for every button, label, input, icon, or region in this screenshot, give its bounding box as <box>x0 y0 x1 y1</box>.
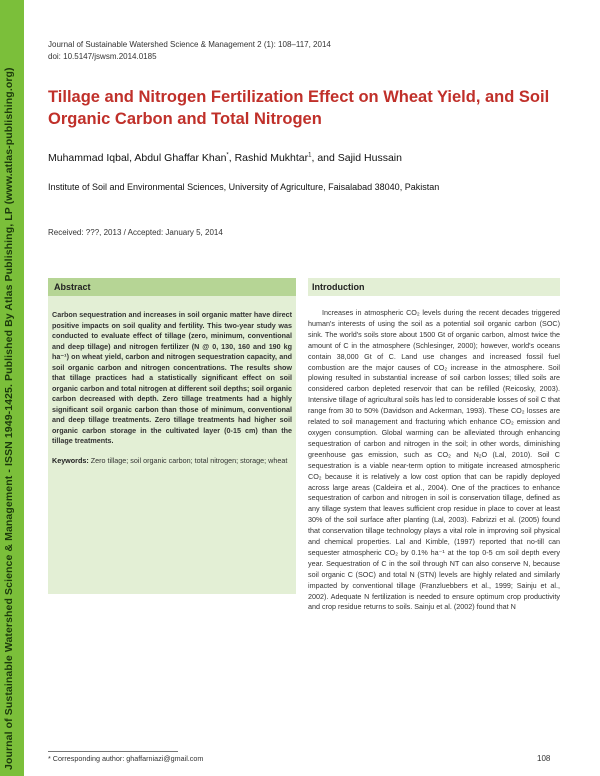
affiliation: Institute of Soil and Environmental Sciences, University of Agriculture, Faisalabad 38040, Pakistan <box>48 182 440 192</box>
author-mark-2: 1 <box>308 152 312 159</box>
keywords-text: Zero tillage; soil organic carbon; total nitrogen; storage; wheat <box>88 456 288 465</box>
journal-citation: Journal of Sustainable Watershed Science & Management 2 (1): 108–117, 2014 <box>48 40 331 49</box>
footnote-divider <box>48 751 178 752</box>
author-group-2: , Rashid Mukhtar <box>228 152 309 164</box>
keywords-label: Keywords: <box>52 456 89 465</box>
abstract-box <box>48 278 296 594</box>
keywords <box>52 456 292 467</box>
paper-title: Tillage and Nitrogen Fertilization Effect on Wheat Yield, and Soil Organic Carbon and Total Nitrogen <box>48 88 550 128</box>
abstract-heading: Abstract <box>48 278 296 296</box>
author-group-1: Muhammad Iqbal, Abdul Ghaffar Khan <box>48 152 227 164</box>
author-list <box>48 152 402 164</box>
doi-line: doi: 10.5147/jswsm.2014.0185 <box>48 52 157 61</box>
corresponding-author-footnote: * Corresponding author: ghaffarniazi@gmail.com <box>48 754 204 763</box>
journal-sidebar <box>0 0 24 776</box>
abstract-body: Carbon sequestration and increases in soil organic matter have direct positive impacts on soil quality and fertility. This two-year study was conducted to evaluate effect of tillage (zero, minimum, conventional and deep tillage) and nitrogen fertilizer (N @ 0, 130, 160 and 190 kg ha⁻¹) on wheat yield, carbon and nitrogen sequestration capacity, and soil organic carbon and nitrogen concentrations. The results show that tillage practices had a statistically significant effect on soil organic carbon and total nitrogen at different soil depths; soil organic carbon decreased with depth. Zero tillage treatments had a highly significant soil organic carbon than those of minimum, conventional and deep tillage treatments. Zero tillage treatments had higher soil organic carbon storage in the cultivated layer (0-15 cm) than the tillage treatments. <box>52 310 292 445</box>
received-dates: Received: ???, 2013 / Accepted: January 5, 2014 <box>48 228 223 237</box>
page-number: 108 <box>537 754 551 763</box>
author-mark-1: * <box>226 152 229 159</box>
author-group-3: , and Sajid Hussain <box>311 152 402 164</box>
sidebar-journal-text: Journal of Sustainable Watershed Science & Management - ISSN 1949-1425. Published By Atlas Publishing, LP (www.atlas-publishing.org) <box>3 67 15 770</box>
introduction-heading: Introduction <box>308 278 560 296</box>
introduction-body: Increases in atmospheric CO₂ levels during the recent decades triggered human's interests of using the soil as a potential soil organic carbon (SOC) sink. The world's soils store about 1500 Gt of organic carbon, almost twice the amount of C in the atmosphere (Schlesinger, 2000); however, world's oceans contain 38,000 Gt of C. Land use changes and increased fossil fuel combustion are the major causes of CO₂ increase in the atmosphere. Soil plowing resulted in substantial increase of soil carbon losses; tilled soils are considered carbon depleted reservoir that can be refilled (Reicosky, 2003). Intensive tillage of agricultural soils has led to considerable losses of soil C that range from 30 to 50% (Davidson and Ackerman, 1993). These CO₂ losses are related to soil management and fracturing which enhance CO₂ emission and oxygen consumption. Global warming can be alleviated through enhancing sequestration of carbon and nitrogen in the soil; in other words, diminishing greenhouse gas emission, such as CO₂ and N₂O (Lal, 2010). Soil C sequestration is a viable near-term option to mitigate increased atmospheric CO₂ because it is relatively a low cost option that can be rapidly deployed across large areas (Caldeira et al., 2004). One of the practices to enhance sequestration of carbon and nitrogen in soil is conservation tillage, defined as any tillage system that leaves sufficient crop residue in place to cover at least 30% of the soil surface after planting (Lal, 2003). Fabrizzi et al. (2005) found that conservation tillage technology plays a vital role in improving soil physical and chemical properties. Lal and Kimble, (1997) reported that no-till can sequester atmospheric CO₂ by 0.1% ha⁻¹ at the top 0-5 cm soil depth every year. Sequestration of C in the soil through NT can also conserve N, because soil organic C (SOC) and total N (STN) levels are highly related and similarly impacted by conventional tillage (Franzluebbers et al., 1999; Sainju et al., 2002). Adequate N fertilization is needed to ensure optimum crop productivity and crop residue returns to soils. Sainju et al. (2002) found that N <box>308 308 560 612</box>
